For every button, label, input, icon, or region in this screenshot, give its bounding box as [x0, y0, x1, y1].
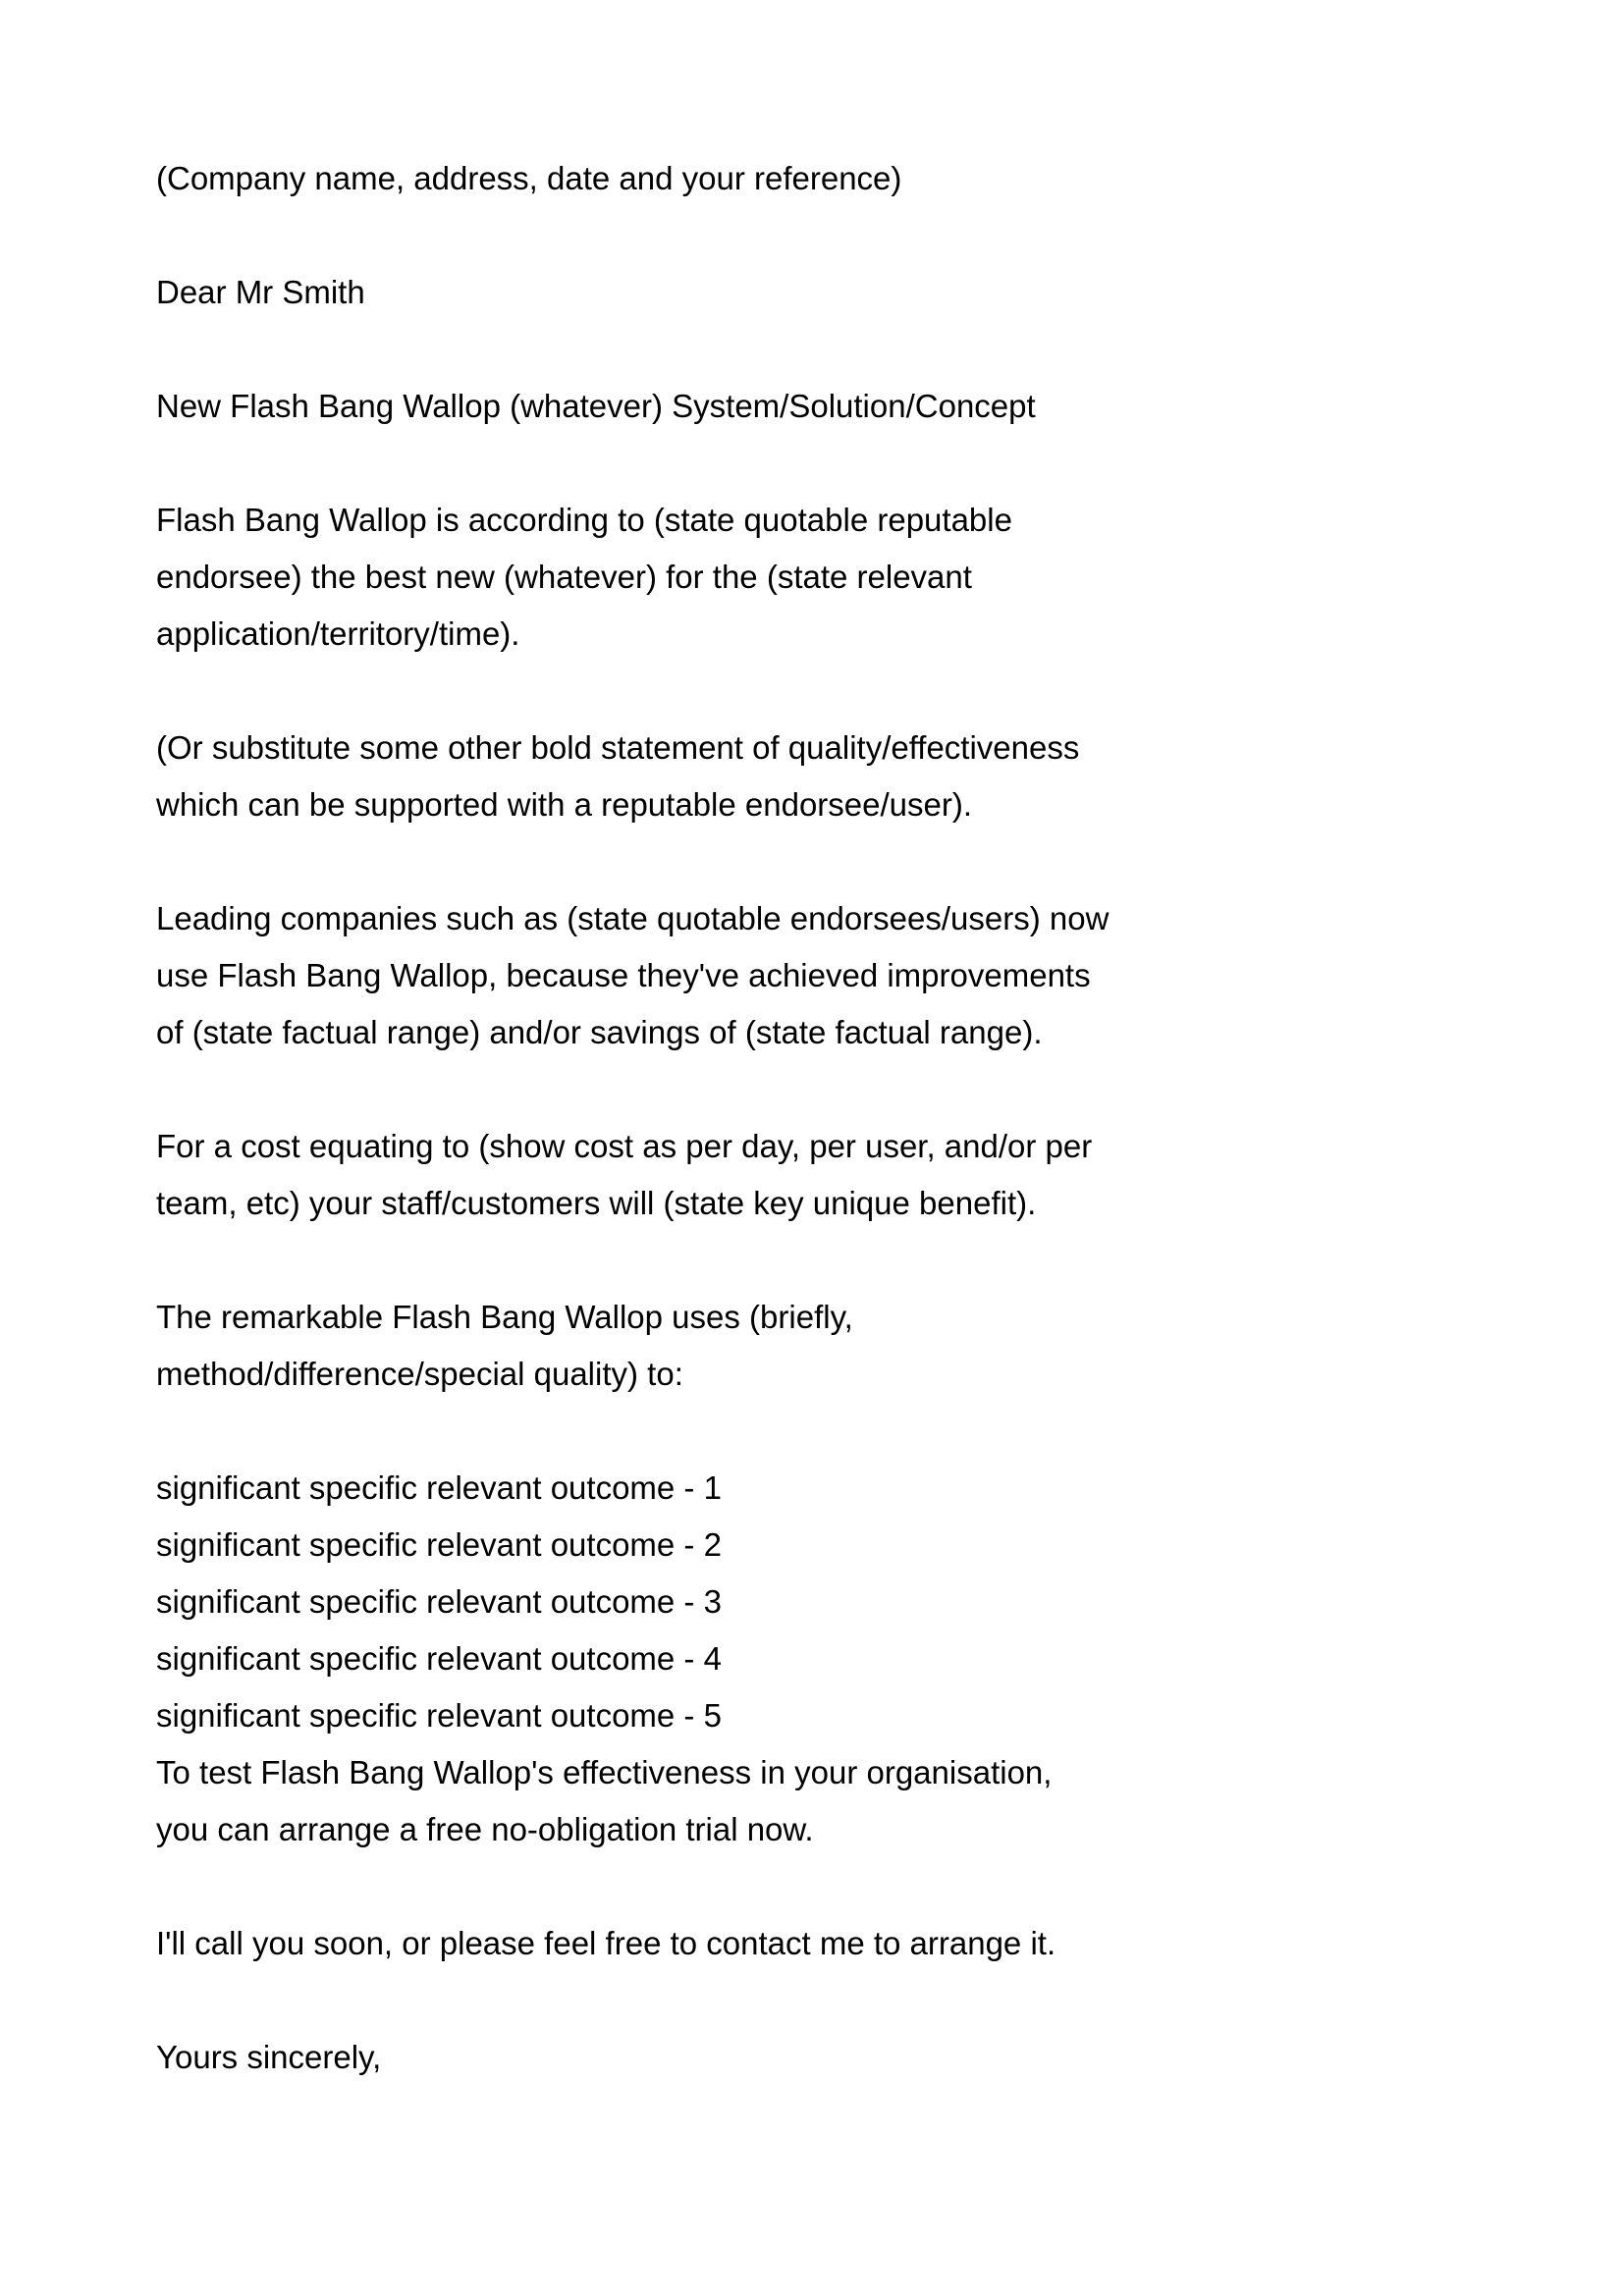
salutation: Dear Mr Smith: [156, 274, 365, 310]
paragraph-method: [156, 1289, 1236, 1403]
outcome-item: significant specific relevant outcome - 3: [156, 1583, 722, 1620]
paragraph-line: For a cost equating to (show cost as per day, per user, and/or per: [156, 1128, 1093, 1164]
outcome-item: significant specific relevant outcome - 1: [156, 1469, 722, 1506]
paragraph-endorsement: [156, 492, 1236, 663]
paragraph-gap: [156, 833, 1236, 890]
paragraph-gap: [156, 207, 1236, 264]
closing: Yours sincerely,: [156, 2039, 382, 2075]
paragraph-line: application/territory/time).: [156, 615, 520, 652]
paragraph-gap: [156, 1061, 1236, 1118]
paragraph-line: method/difference/special quality) to:: [156, 1356, 683, 1392]
outcome-item: significant specific relevant outcome - 5: [156, 1697, 722, 1734]
paragraph-contact: I'll call you soon, or please feel free to contact me to arrange it.: [156, 1925, 1056, 1961]
outcome-item: significant specific relevant outcome - 4: [156, 1640, 722, 1677]
paragraph-cost: [156, 1118, 1236, 1232]
paragraph-line: of (state factual range) and/or savings of (state factual range).: [156, 1014, 1043, 1050]
paragraph-gap: [156, 321, 1236, 378]
paragraph-gap: [156, 1232, 1236, 1289]
paragraph-gap: [156, 663, 1236, 720]
paragraph-gap: [156, 435, 1236, 492]
letter-body: [156, 150, 1236, 2086]
letter-header: (Company name, address, date and your reference): [156, 160, 902, 196]
paragraph-gap: [156, 1858, 1236, 1915]
paragraph-line: Flash Bang Wallop is according to (state quotable reputable: [156, 502, 1012, 538]
paragraph-line: which can be supported with a reputable endorsee/user).: [156, 786, 973, 823]
paragraph-gap: [156, 1403, 1236, 1460]
paragraph-line: (Or substitute some other bold statement of quality/effectiveness: [156, 729, 1080, 766]
paragraph-line: The remarkable Flash Bang Wallop uses (briefly,: [156, 1299, 853, 1335]
paragraph-line: Leading companies such as (state quotable endorsees/users) now: [156, 900, 1110, 936]
paragraph-line: you can arrange a free no-obligation trial now.: [156, 1811, 814, 1847]
subject-line: New Flash Bang Wallop (whatever) System/Solution/Concept: [156, 388, 1036, 424]
paragraph-line: endorsee) the best new (whatever) for the (state relevant: [156, 559, 972, 595]
outcome-list: [156, 1460, 1236, 1744]
paragraph-line: use Flash Bang Wallop, because they've achieved improvements: [156, 957, 1091, 993]
paragraph-line: team, etc) your staff/customers will (state key unique benefit).: [156, 1185, 1037, 1221]
paragraph-line: To test Flash Bang Wallop's effectiveness in your organisation,: [156, 1754, 1053, 1790]
paragraph-substitute-statement: [156, 720, 1236, 833]
paragraph-leading-companies: [156, 890, 1236, 1061]
outcome-item: significant specific relevant outcome - 2: [156, 1526, 722, 1563]
paragraph-trial: [156, 1744, 1236, 1858]
paragraph-gap: [156, 1972, 1236, 2029]
